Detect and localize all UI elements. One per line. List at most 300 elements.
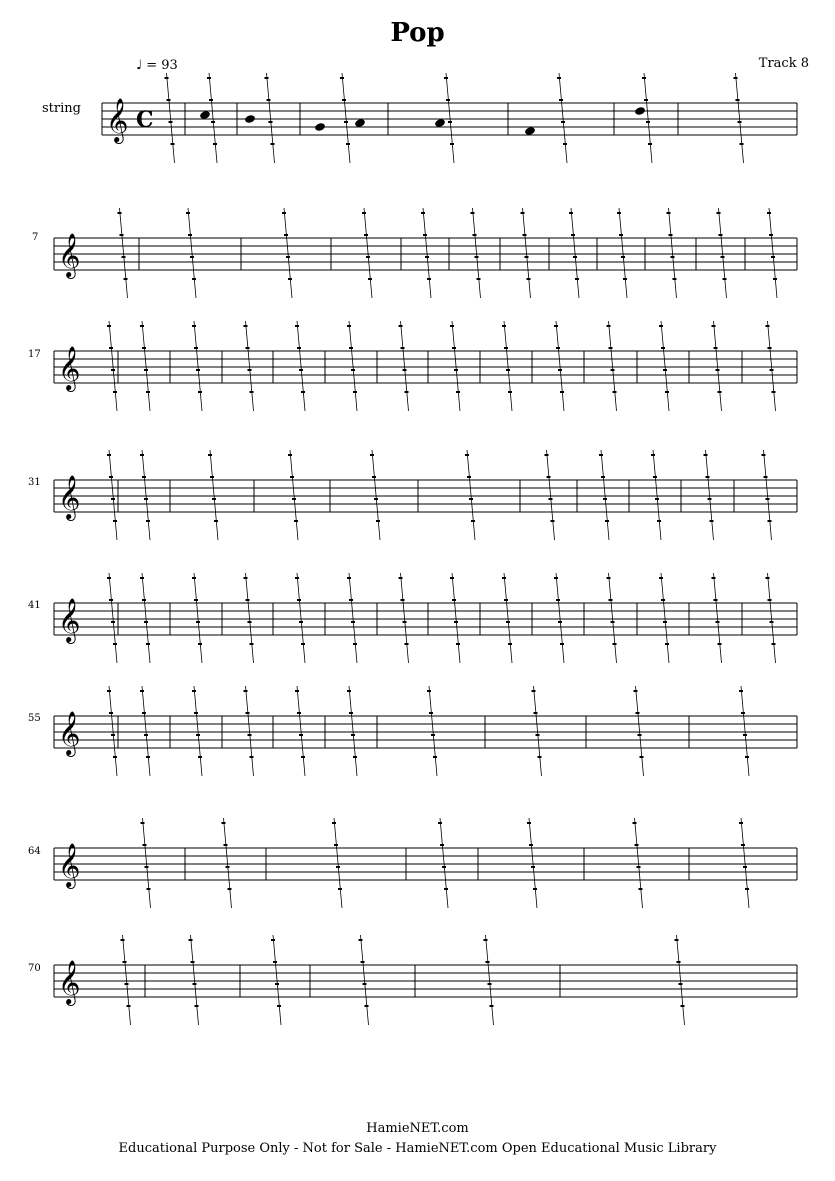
rest-stem bbox=[661, 573, 669, 663]
rest-flag bbox=[301, 391, 305, 393]
rest-flag bbox=[118, 212, 122, 214]
rest-flag bbox=[171, 143, 175, 145]
rest-flag bbox=[599, 454, 603, 456]
treble-clef-icon: 𝄞 bbox=[58, 960, 81, 1004]
rest-stem bbox=[467, 450, 475, 540]
footer-note: Educational Purpose Only - Not for Sale - HamieNET.com Open Educational Music Library bbox=[118, 1141, 717, 1156]
rest-flag bbox=[529, 844, 533, 846]
rest-flag bbox=[349, 599, 353, 601]
rest-flag bbox=[353, 756, 357, 758]
rest-flag bbox=[768, 347, 772, 349]
rest-flag bbox=[609, 347, 613, 349]
rest-flag bbox=[623, 278, 627, 280]
rest-flag bbox=[536, 734, 540, 736]
rest-flag bbox=[122, 256, 126, 258]
rest-stem bbox=[473, 208, 481, 298]
rest-flag bbox=[372, 476, 376, 478]
instrument-name: string bbox=[42, 101, 81, 116]
rest-stem bbox=[246, 321, 254, 411]
treble-clef-icon: 𝄞 bbox=[58, 346, 81, 390]
measure-number: 41 bbox=[28, 600, 41, 611]
rest-flag bbox=[246, 599, 250, 601]
rest-flag bbox=[766, 577, 770, 579]
notehead bbox=[524, 126, 536, 136]
rest-flag bbox=[111, 734, 115, 736]
rest-stem bbox=[446, 73, 454, 163]
rest-flag bbox=[188, 234, 192, 236]
rest-flag bbox=[334, 844, 338, 846]
rest-flag bbox=[708, 498, 712, 500]
rest-flag bbox=[208, 454, 212, 456]
rest-flag bbox=[736, 99, 740, 101]
rest-flag bbox=[147, 888, 151, 890]
rest-flag bbox=[109, 599, 113, 601]
rest-flag bbox=[299, 369, 303, 371]
rest-stem bbox=[769, 208, 777, 298]
rest-stem bbox=[120, 208, 128, 298]
rest-flag bbox=[366, 256, 370, 258]
rest-stem bbox=[644, 73, 652, 163]
rest-flag bbox=[403, 621, 407, 623]
rest-flag bbox=[764, 476, 768, 478]
rest-stem bbox=[109, 686, 117, 776]
rest-flag bbox=[346, 143, 350, 145]
rest-flag bbox=[636, 712, 640, 714]
score-title: Pop bbox=[390, 18, 445, 48]
rest-flag bbox=[521, 212, 525, 214]
rest-flag bbox=[124, 278, 128, 280]
rest-flag bbox=[601, 476, 605, 478]
rest-flag bbox=[454, 369, 458, 371]
rest-flag bbox=[107, 454, 111, 456]
rest-flag bbox=[250, 756, 254, 758]
treble-clef-icon: 𝄞 bbox=[58, 598, 81, 642]
rest-flag bbox=[490, 1005, 494, 1007]
rest-flag bbox=[246, 712, 250, 714]
rest-flag bbox=[619, 234, 623, 236]
rest-flag bbox=[113, 391, 117, 393]
rest-flag bbox=[657, 520, 661, 522]
rest-flag bbox=[144, 369, 148, 371]
rest-stem bbox=[188, 208, 196, 298]
rest-stem bbox=[109, 450, 117, 540]
rest-flag bbox=[717, 212, 721, 214]
rest-flag bbox=[547, 476, 551, 478]
rest-flag bbox=[107, 577, 111, 579]
rest-stem bbox=[194, 573, 202, 663]
measure-number: 31 bbox=[28, 477, 41, 488]
rest-flag bbox=[665, 391, 669, 393]
rest-stem bbox=[334, 818, 342, 908]
rest-stem bbox=[736, 73, 744, 163]
rest-stem bbox=[661, 321, 669, 411]
rest-stem bbox=[669, 208, 677, 298]
rest-flag bbox=[450, 577, 454, 579]
rest-stem bbox=[401, 321, 409, 411]
rest-flag bbox=[146, 391, 150, 393]
rest-stem bbox=[143, 818, 151, 908]
rest-flag bbox=[190, 256, 194, 258]
rest-flag bbox=[531, 866, 535, 868]
rest-flag bbox=[639, 888, 643, 890]
rest-flag bbox=[427, 278, 431, 280]
rest-stem bbox=[246, 686, 254, 776]
rest-flag bbox=[248, 369, 252, 371]
rest-stem bbox=[290, 450, 298, 540]
rest-flag bbox=[609, 599, 613, 601]
notehead bbox=[199, 110, 211, 120]
rest-flag bbox=[642, 77, 646, 79]
rest-flag bbox=[504, 599, 508, 601]
rest-stem bbox=[142, 573, 150, 663]
rest-flag bbox=[292, 498, 296, 500]
rest-flag bbox=[766, 325, 770, 327]
rest-flag bbox=[198, 756, 202, 758]
rest-flag bbox=[111, 621, 115, 623]
tempo-marking: ♩ = 93 bbox=[136, 58, 178, 73]
rest-flag bbox=[121, 939, 125, 941]
rest-flag bbox=[142, 712, 146, 714]
rest-stem bbox=[123, 935, 131, 1025]
rest-flag bbox=[723, 278, 727, 280]
rest-flag bbox=[456, 643, 460, 645]
rest-flag bbox=[739, 690, 743, 692]
rest-flag bbox=[721, 256, 725, 258]
rest-flag bbox=[301, 756, 305, 758]
rest-flag bbox=[196, 734, 200, 736]
rest-flag bbox=[569, 212, 573, 214]
rest-flag bbox=[363, 983, 367, 985]
rest-stem bbox=[452, 321, 460, 411]
rest-flag bbox=[189, 939, 193, 941]
measure-number: 55 bbox=[28, 713, 41, 724]
rest-flag bbox=[169, 121, 173, 123]
rest-flag bbox=[109, 476, 113, 478]
rest-flag bbox=[196, 621, 200, 623]
rest-flag bbox=[421, 212, 425, 214]
rest-stem bbox=[349, 686, 357, 776]
rest-flag bbox=[611, 369, 615, 371]
rest-stem bbox=[714, 573, 722, 663]
rest-flag bbox=[144, 621, 148, 623]
rest-stem bbox=[210, 450, 218, 540]
rest-flag bbox=[607, 325, 611, 327]
rest-flag bbox=[347, 325, 351, 327]
rest-flag bbox=[659, 577, 663, 579]
rest-flag bbox=[141, 822, 145, 824]
rest-stem bbox=[609, 573, 617, 663]
rest-flag bbox=[538, 756, 542, 758]
rest-flag bbox=[425, 256, 429, 258]
rest-flag bbox=[653, 476, 657, 478]
rest-flag bbox=[488, 983, 492, 985]
rest-flag bbox=[745, 756, 749, 758]
rest-flag bbox=[558, 369, 562, 371]
notehead bbox=[434, 118, 446, 128]
rest-flag bbox=[486, 961, 490, 963]
rest-flag bbox=[454, 621, 458, 623]
rest-flag bbox=[301, 643, 305, 645]
rest-stem bbox=[504, 321, 512, 411]
rest-flag bbox=[142, 476, 146, 478]
rest-flag bbox=[336, 866, 340, 868]
rest-flag bbox=[603, 498, 607, 500]
rest-flag bbox=[228, 888, 232, 890]
treble-clef-icon: 𝄞 bbox=[58, 475, 81, 519]
rest-flag bbox=[140, 454, 144, 456]
rest-flag bbox=[194, 599, 198, 601]
rest-stem bbox=[273, 935, 281, 1025]
rest-flag bbox=[212, 498, 216, 500]
rest-flag bbox=[332, 822, 336, 824]
rest-flag bbox=[767, 212, 771, 214]
rest-flag bbox=[661, 599, 665, 601]
rest-flag bbox=[353, 643, 357, 645]
rest-flag bbox=[140, 690, 144, 692]
rest-flag bbox=[244, 690, 248, 692]
rest-flag bbox=[226, 866, 230, 868]
rest-flag bbox=[527, 278, 531, 280]
rest-flag bbox=[773, 278, 777, 280]
rest-flag bbox=[140, 325, 144, 327]
rest-flag bbox=[743, 734, 747, 736]
rest-flag bbox=[401, 347, 405, 349]
rest-stem bbox=[297, 321, 305, 411]
rest-flag bbox=[716, 621, 720, 623]
rest-flag bbox=[107, 690, 111, 692]
rest-flag bbox=[191, 961, 195, 963]
rest-flag bbox=[638, 734, 642, 736]
rest-flag bbox=[113, 643, 117, 645]
rest-flag bbox=[571, 234, 575, 236]
rest-flag bbox=[295, 325, 299, 327]
rest-flag bbox=[433, 756, 437, 758]
rest-flag bbox=[450, 143, 454, 145]
rest-flag bbox=[506, 369, 510, 371]
rest-flag bbox=[370, 454, 374, 456]
rest-flag bbox=[772, 643, 776, 645]
rest-flag bbox=[467, 476, 471, 478]
rest-stem bbox=[267, 73, 275, 163]
rest-stem bbox=[349, 573, 357, 663]
rest-flag bbox=[438, 822, 442, 824]
rest-flag bbox=[477, 278, 481, 280]
rest-flag bbox=[484, 939, 488, 941]
rest-flag bbox=[144, 498, 148, 500]
rest-stem bbox=[142, 686, 150, 776]
rest-flag bbox=[399, 577, 403, 579]
rest-flag bbox=[109, 712, 113, 714]
rest-flag bbox=[294, 520, 298, 522]
rest-flag bbox=[663, 621, 667, 623]
rest-flag bbox=[714, 347, 718, 349]
rest-flag bbox=[465, 454, 469, 456]
rest-flag bbox=[271, 143, 275, 145]
rest-flag bbox=[558, 621, 562, 623]
rest-flag bbox=[770, 621, 774, 623]
rest-flag bbox=[712, 325, 716, 327]
rest-flag bbox=[677, 961, 681, 963]
rest-flag bbox=[504, 347, 508, 349]
rest-flag bbox=[718, 643, 722, 645]
rest-flag bbox=[442, 866, 446, 868]
measure-number: 70 bbox=[28, 963, 41, 974]
rest-flag bbox=[193, 983, 197, 985]
rest-flag bbox=[471, 212, 475, 214]
rest-flag bbox=[633, 822, 637, 824]
rest-flag bbox=[771, 256, 775, 258]
rest-flag bbox=[469, 498, 473, 500]
rest-flag bbox=[214, 520, 218, 522]
rest-stem bbox=[297, 686, 305, 776]
rest-flag bbox=[444, 77, 448, 79]
rest-flag bbox=[637, 866, 641, 868]
rest-flag bbox=[123, 961, 127, 963]
rest-flag bbox=[295, 577, 299, 579]
rest-stem bbox=[653, 450, 661, 540]
rest-flag bbox=[525, 256, 529, 258]
rest-flag bbox=[740, 143, 744, 145]
rest-stem bbox=[619, 208, 627, 298]
rest-flag bbox=[554, 577, 558, 579]
rest-flag bbox=[661, 347, 665, 349]
rest-flag bbox=[655, 498, 659, 500]
rest-flag bbox=[671, 256, 675, 258]
rest-stem bbox=[635, 818, 643, 908]
rest-stem bbox=[764, 450, 772, 540]
rest-flag bbox=[429, 712, 433, 714]
rest-stem bbox=[601, 450, 609, 540]
rest-flag bbox=[508, 643, 512, 645]
rest-flag bbox=[768, 599, 772, 601]
rest-flag bbox=[351, 734, 355, 736]
measure-number: 7 bbox=[32, 232, 39, 243]
rest-flag bbox=[297, 712, 301, 714]
rest-flag bbox=[640, 756, 644, 758]
rest-flag bbox=[523, 234, 527, 236]
rest-flag bbox=[423, 234, 427, 236]
rest-stem bbox=[361, 935, 369, 1025]
rest-flag bbox=[127, 1005, 131, 1007]
rest-flag bbox=[644, 99, 648, 101]
rest-flag bbox=[648, 143, 652, 145]
rest-flag bbox=[718, 391, 722, 393]
rest-flag bbox=[146, 756, 150, 758]
rest-flag bbox=[446, 99, 450, 101]
rest-flag bbox=[634, 690, 638, 692]
rest-flag bbox=[145, 866, 149, 868]
rest-flag bbox=[192, 278, 196, 280]
rest-flag bbox=[361, 961, 365, 963]
rest-flag bbox=[768, 520, 772, 522]
rest-flag bbox=[297, 599, 301, 601]
rest-stem bbox=[109, 573, 117, 663]
rest-flag bbox=[617, 212, 621, 214]
rest-flag bbox=[533, 888, 537, 890]
rest-flag bbox=[502, 577, 506, 579]
rest-flag bbox=[248, 621, 252, 623]
rest-flag bbox=[376, 520, 380, 522]
rest-flag bbox=[607, 577, 611, 579]
rest-flag bbox=[250, 391, 254, 393]
rest-flag bbox=[144, 734, 148, 736]
rest-stem bbox=[224, 818, 232, 908]
rest-stem bbox=[194, 321, 202, 411]
rest-flag bbox=[714, 599, 718, 601]
rest-stem bbox=[706, 450, 714, 540]
rest-flag bbox=[611, 621, 615, 623]
rest-stem bbox=[636, 686, 644, 776]
rest-flag bbox=[269, 121, 273, 123]
rest-flag bbox=[364, 234, 368, 236]
rest-flag bbox=[344, 121, 348, 123]
notehead bbox=[354, 118, 366, 128]
rest-flag bbox=[444, 888, 448, 890]
rest-flag bbox=[210, 476, 214, 478]
notehead bbox=[634, 106, 646, 116]
rest-flag bbox=[277, 1005, 281, 1007]
rest-stem bbox=[768, 573, 776, 663]
rest-flag bbox=[273, 961, 277, 963]
notehead bbox=[314, 122, 326, 132]
rest-flag bbox=[288, 454, 292, 456]
rest-flag bbox=[192, 325, 196, 327]
rest-flag bbox=[338, 888, 342, 890]
rest-flag bbox=[340, 77, 344, 79]
rest-flag bbox=[681, 1005, 685, 1007]
rest-stem bbox=[423, 208, 431, 298]
rest-flag bbox=[719, 234, 723, 236]
rest-flag bbox=[267, 99, 271, 101]
treble-clef-icon: 𝄞 bbox=[58, 711, 81, 755]
rest-flag bbox=[769, 234, 773, 236]
rest-flag bbox=[502, 325, 506, 327]
rest-flag bbox=[284, 234, 288, 236]
rest-flag bbox=[471, 520, 475, 522]
rest-stem bbox=[559, 73, 567, 163]
rest-flag bbox=[297, 347, 301, 349]
rest-flag bbox=[734, 77, 738, 79]
measure-number: 64 bbox=[28, 846, 41, 857]
rest-stem bbox=[714, 321, 722, 411]
rest-stem bbox=[440, 818, 448, 908]
rest-flag bbox=[299, 621, 303, 623]
rest-flag bbox=[508, 391, 512, 393]
rest-flag bbox=[621, 256, 625, 258]
rest-flag bbox=[669, 234, 673, 236]
rest-flag bbox=[282, 212, 286, 214]
rest-flag bbox=[440, 844, 444, 846]
rest-flag bbox=[265, 77, 269, 79]
rest-flag bbox=[557, 77, 561, 79]
rest-flag bbox=[448, 121, 452, 123]
rest-stem bbox=[364, 208, 372, 298]
rest-flag bbox=[405, 643, 409, 645]
rest-flag bbox=[667, 212, 671, 214]
rest-flag bbox=[362, 212, 366, 214]
rest-flag bbox=[706, 476, 710, 478]
rest-stem bbox=[342, 73, 350, 163]
rest-flag bbox=[213, 143, 217, 145]
rest-flag bbox=[192, 690, 196, 692]
rest-flag bbox=[120, 234, 124, 236]
rest-flag bbox=[113, 756, 117, 758]
rest-flag bbox=[196, 369, 200, 371]
rest-flag bbox=[710, 520, 714, 522]
rest-flag bbox=[766, 498, 770, 500]
rest-flag bbox=[403, 369, 407, 371]
rest-flag bbox=[679, 983, 683, 985]
